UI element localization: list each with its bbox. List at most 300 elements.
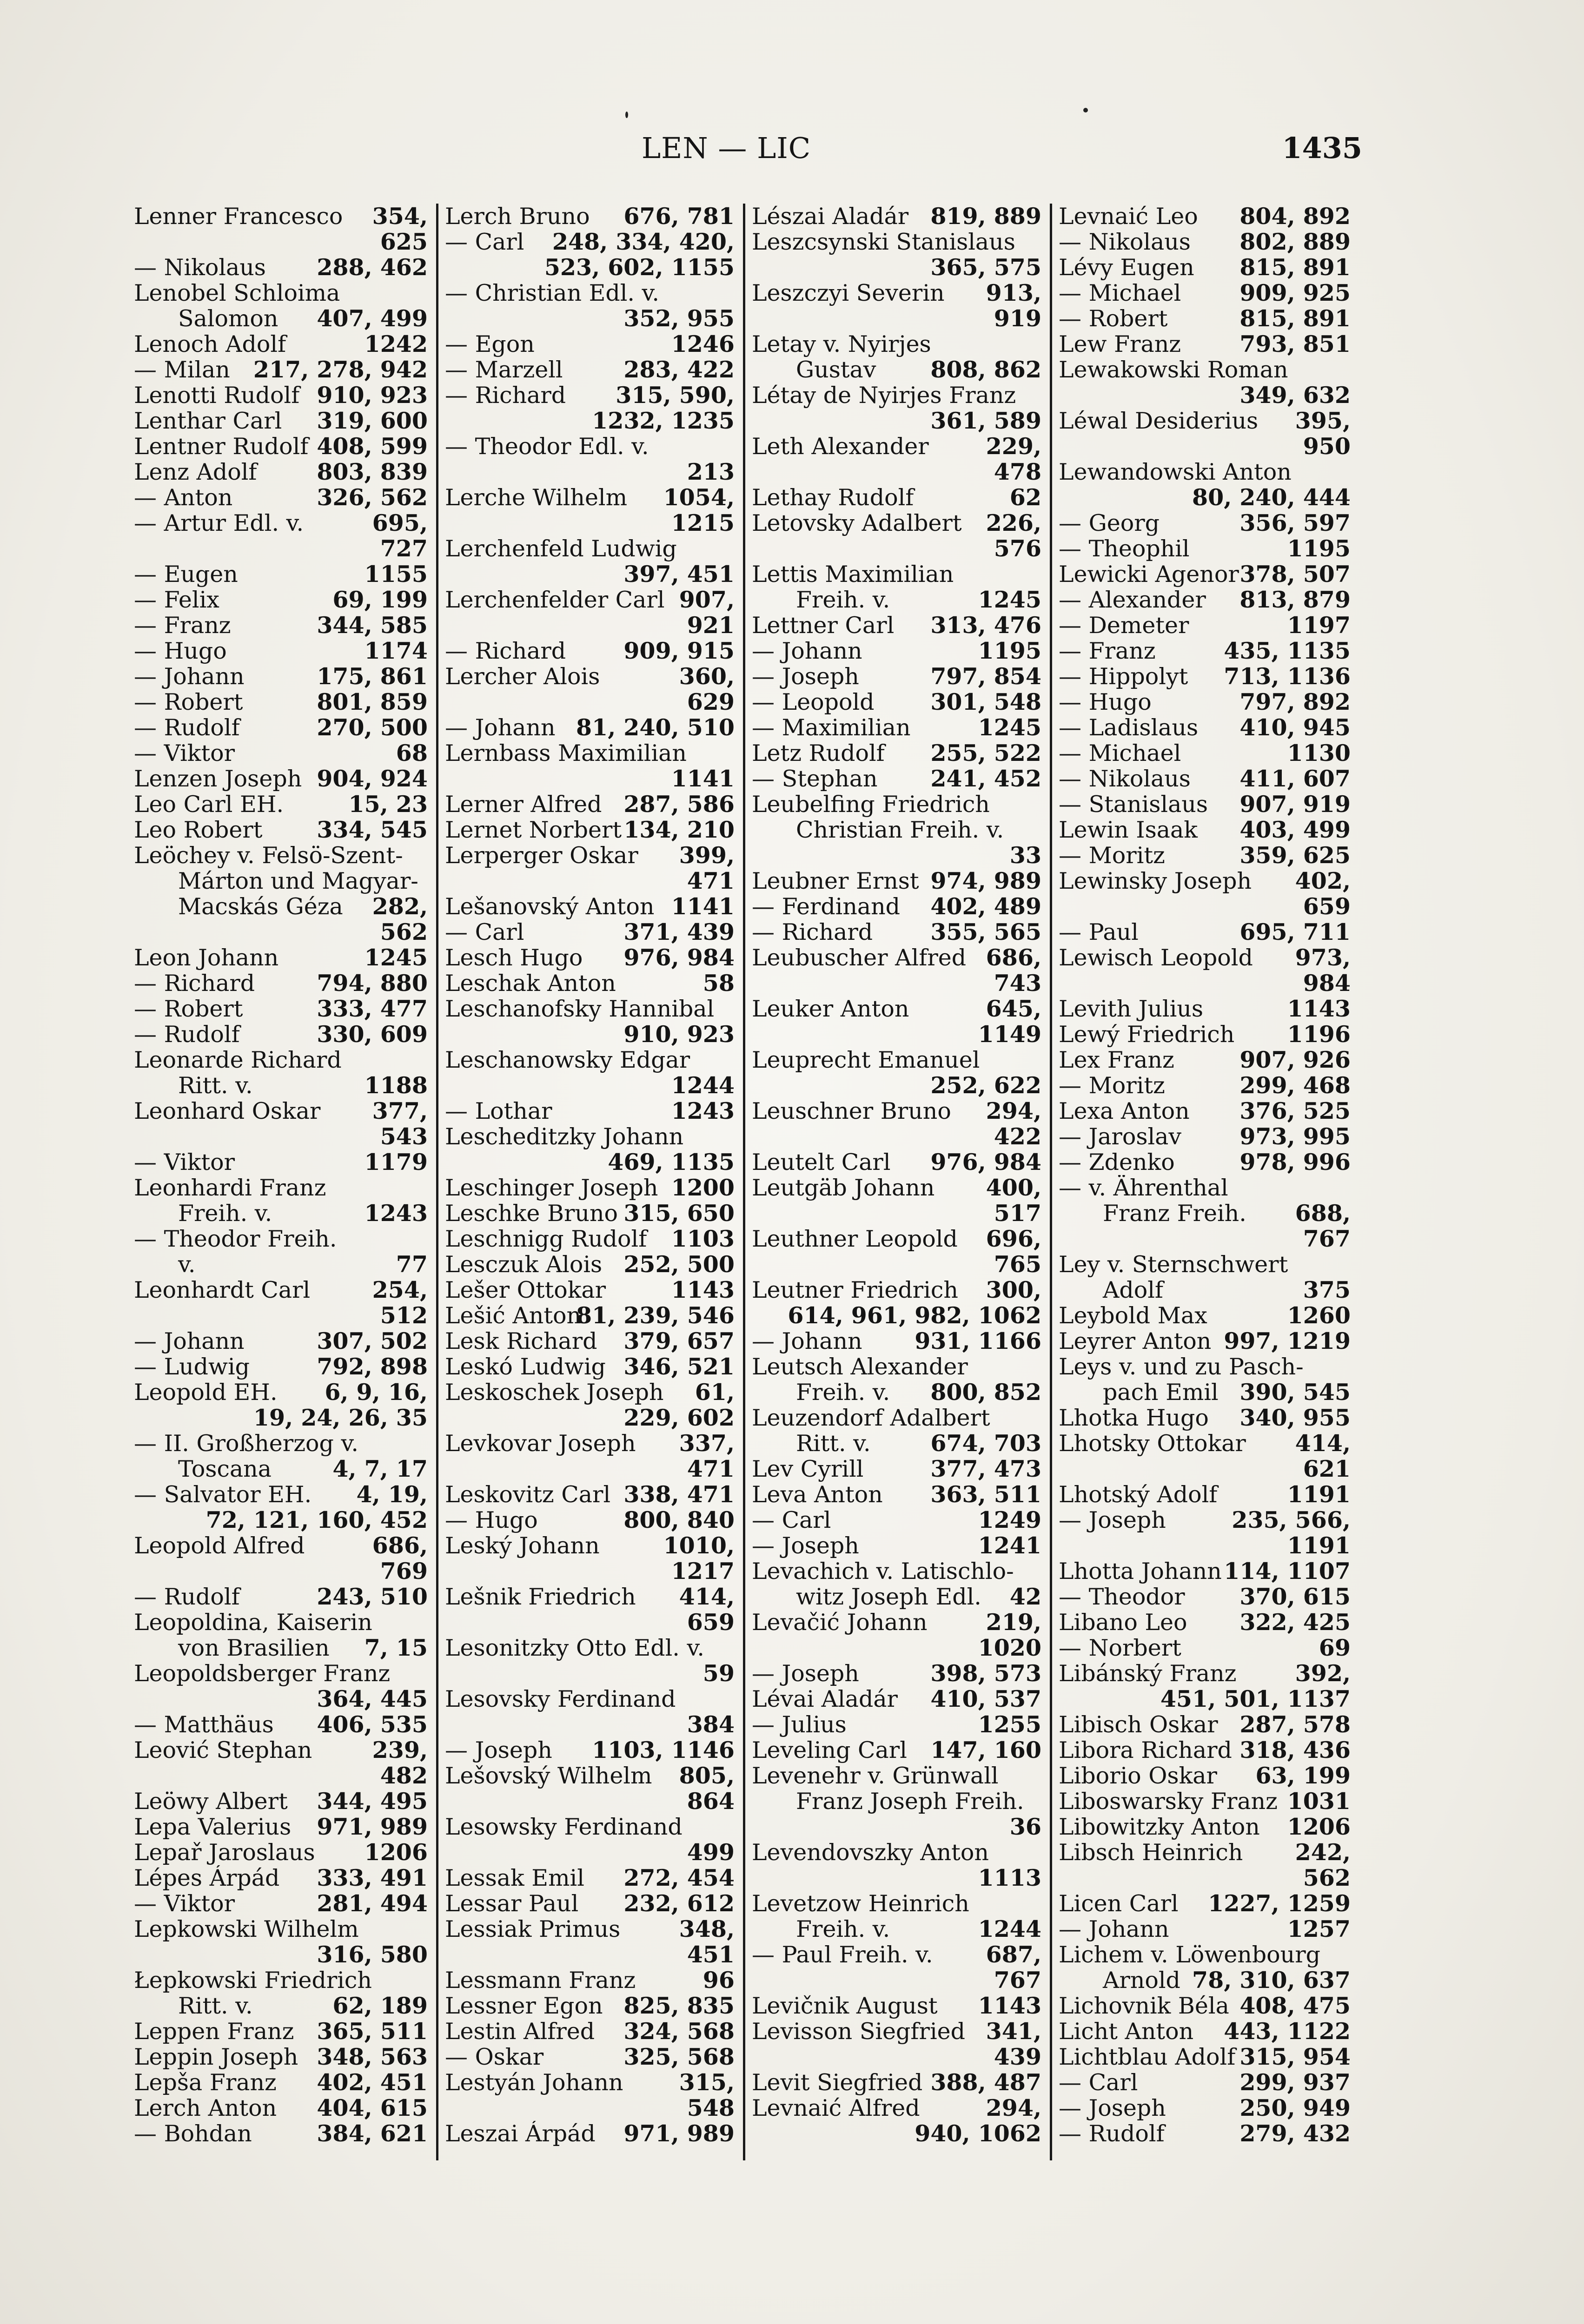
entry-name: Lesk Richard bbox=[445, 1328, 597, 1354]
index-entry bbox=[445, 945, 735, 971]
entry-name: Lepa Valerius bbox=[134, 1814, 292, 1840]
index-entry bbox=[445, 1431, 735, 1456]
entry-name: — Carl bbox=[445, 919, 524, 945]
index-entry bbox=[134, 689, 428, 715]
entry-pages: 765 bbox=[994, 1252, 1041, 1277]
entry-name: Ley v. Sternschwert bbox=[1059, 1252, 1288, 1277]
entry-pages: 621 bbox=[1303, 1456, 1351, 1482]
entry-pages: 114, 1107 bbox=[1224, 1558, 1351, 1584]
entry-name: Leskoschek Joseph bbox=[445, 1380, 664, 1405]
entry-pages: 299, 937 bbox=[1239, 2070, 1351, 2095]
entry-pages: 1196 bbox=[1287, 1022, 1351, 1047]
entry-name: Libowitzky Anton bbox=[1059, 1814, 1260, 1840]
index-entry bbox=[134, 1584, 428, 1610]
entry-pages: 548 bbox=[687, 2095, 735, 2121]
index-entry bbox=[445, 434, 735, 459]
entry-pages: 410, 537 bbox=[930, 1686, 1041, 1712]
index-entry bbox=[1059, 945, 1351, 971]
entry-name: Lépes Árpád bbox=[134, 1865, 280, 1891]
entry-name: Lerchenfelder Carl bbox=[445, 587, 665, 613]
index-entry bbox=[1059, 766, 1351, 792]
index-entry bbox=[134, 945, 428, 971]
index-entry bbox=[752, 2095, 1041, 2121]
index-entry bbox=[134, 971, 428, 996]
entry-pages: 411, 607 bbox=[1239, 766, 1351, 792]
index-entry bbox=[134, 1942, 428, 1967]
entry-name: — Jaroslav bbox=[1059, 1124, 1182, 1149]
entry-name: — Carl bbox=[1059, 2070, 1138, 2095]
entry-pages: 727 bbox=[380, 536, 428, 561]
entry-name: — Maximilian bbox=[752, 715, 911, 740]
entry-pages: 676, 781 bbox=[623, 204, 735, 229]
entry-name: Leutsch Alexander bbox=[752, 1354, 968, 1380]
index-entry bbox=[134, 1993, 428, 2019]
entry-name: Leys v. und zu Pasch- bbox=[1059, 1354, 1304, 1380]
index-entry bbox=[134, 1201, 428, 1226]
entry-pages: 62, 189 bbox=[332, 1993, 428, 2019]
entry-name: — Carl bbox=[445, 229, 524, 255]
entry-name: Lethay Rudolf bbox=[752, 485, 914, 510]
index-entry bbox=[1059, 204, 1351, 229]
entry-name: Lewisch Leopold bbox=[1059, 945, 1253, 971]
entry-pages: 1215 bbox=[671, 510, 735, 536]
entry-name: — Artur Edl. v. bbox=[134, 510, 304, 536]
index-entry bbox=[134, 1252, 428, 1277]
index-entry bbox=[134, 2095, 428, 2121]
entry-name: — Matthäus bbox=[134, 1712, 274, 1737]
index-entry bbox=[445, 485, 735, 510]
entry-pages: 803, 839 bbox=[317, 459, 428, 485]
entry-name: Lesovsky Ferdinand bbox=[445, 1686, 676, 1712]
entry-pages: 96 bbox=[703, 1967, 735, 1993]
index-column-4 bbox=[1052, 204, 1359, 2160]
index-entry bbox=[445, 331, 735, 357]
entry-pages: 408, 475 bbox=[1239, 1993, 1351, 2019]
index-entry bbox=[445, 1661, 735, 1686]
entry-pages: 1031 bbox=[1287, 1789, 1351, 1814]
entry-pages: 1103 bbox=[671, 1226, 735, 1252]
index-entry bbox=[752, 280, 1041, 306]
entry-name: Adolf bbox=[1103, 1277, 1164, 1303]
entry-name: — Viktor bbox=[134, 1891, 235, 1916]
entry-pages: 1130 bbox=[1287, 740, 1351, 766]
entry-name: Levačić Johann bbox=[752, 1610, 928, 1635]
index-entry bbox=[752, 1405, 1041, 1431]
index-entry bbox=[134, 919, 428, 945]
entry-name: Lewicki Agenor bbox=[1059, 561, 1239, 587]
index-entry bbox=[752, 408, 1041, 434]
index-entry bbox=[134, 868, 428, 894]
entry-pages: 659 bbox=[1303, 894, 1351, 919]
index-entry bbox=[1059, 1610, 1351, 1635]
index-entry bbox=[752, 485, 1041, 510]
index-entry bbox=[134, 843, 428, 868]
entry-pages: 797, 892 bbox=[1239, 689, 1351, 715]
index-entry bbox=[1059, 1201, 1351, 1226]
entry-name: — Bohdan bbox=[134, 2121, 252, 2146]
entry-name: — Ladislaus bbox=[1059, 715, 1199, 740]
index-entry bbox=[1059, 255, 1351, 280]
index-entry bbox=[134, 1558, 428, 1584]
entry-pages: 318, 436 bbox=[1239, 1737, 1351, 1763]
entry-name: — Ludwig bbox=[134, 1354, 250, 1380]
entry-name: — v. Ährenthal bbox=[1059, 1175, 1228, 1201]
entry-name: — Hugo bbox=[1059, 689, 1152, 715]
index-entry bbox=[1059, 357, 1351, 383]
index-entry bbox=[134, 817, 428, 843]
entry-pages: 62 bbox=[1009, 485, 1041, 510]
entry-pages: 399, bbox=[679, 843, 735, 868]
index-entry bbox=[445, 229, 735, 255]
entry-name: — Viktor bbox=[134, 740, 235, 766]
entry-name: Lex Franz bbox=[1059, 1047, 1174, 1073]
entry-name: Lercher Alois bbox=[445, 664, 600, 689]
entry-pages: 743 bbox=[994, 971, 1041, 996]
entry-name: — Carl bbox=[752, 1507, 831, 1533]
entry-name: — Johann bbox=[445, 715, 556, 740]
index-entry bbox=[445, 1405, 735, 1431]
index-entry bbox=[1059, 434, 1351, 459]
entry-name: von Brasilien bbox=[178, 1635, 330, 1661]
entry-name: Lescheditzky Johann bbox=[445, 1124, 684, 1149]
entry-pages: 229, bbox=[986, 434, 1041, 459]
entry-pages: 340, 955 bbox=[1239, 1405, 1351, 1431]
entry-name: — Franz bbox=[134, 613, 231, 638]
entry-pages: 695, bbox=[372, 510, 428, 536]
index-entry bbox=[134, 996, 428, 1022]
entry-pages: 713, 1136 bbox=[1224, 664, 1351, 689]
index-entry bbox=[134, 740, 428, 766]
index-entry bbox=[1059, 1584, 1351, 1610]
entry-pages: 384, 621 bbox=[317, 2121, 428, 2146]
entry-pages: 687, bbox=[986, 1942, 1041, 1967]
entry-name: Lessar Paul bbox=[445, 1891, 579, 1916]
index-entry bbox=[1059, 1431, 1351, 1456]
index-entry bbox=[1059, 510, 1351, 536]
entry-name: Lew Franz bbox=[1059, 331, 1181, 357]
index-entry bbox=[752, 2044, 1041, 2070]
entry-pages: 395, bbox=[1295, 408, 1351, 434]
entry-pages: 997, 1219 bbox=[1224, 1328, 1351, 1354]
entry-pages: 33 bbox=[1009, 843, 1041, 868]
index-entry bbox=[752, 1380, 1041, 1405]
entry-name: Leopoldina, Kaiserin bbox=[134, 1610, 372, 1635]
entry-pages: 229, 602 bbox=[623, 1405, 735, 1431]
entry-pages: 248, 334, 420, bbox=[552, 229, 735, 255]
index-entry bbox=[445, 740, 735, 766]
entry-name: Létay de Nyirjes Franz bbox=[752, 383, 1016, 408]
entry-name: Levisson Siegfried bbox=[752, 2019, 966, 2044]
running-head: LEN — LIC bbox=[642, 131, 811, 165]
entry-name: Leszcsynski Stanislaus bbox=[752, 229, 1015, 255]
entry-pages: 910, 923 bbox=[623, 1022, 735, 1047]
entry-name: — Johann bbox=[134, 664, 245, 689]
entry-pages: 392, bbox=[1295, 1661, 1351, 1686]
index-entry bbox=[752, 1201, 1041, 1226]
entry-pages: 1195 bbox=[978, 638, 1041, 664]
entry-pages: 324, 568 bbox=[623, 2019, 735, 2044]
entry-name: — Richard bbox=[752, 919, 873, 945]
entry-name: Levnaić Leo bbox=[1059, 204, 1198, 229]
entry-pages: 1255 bbox=[978, 1712, 1041, 1737]
entry-pages: 294, bbox=[986, 2095, 1041, 2121]
index-entry bbox=[752, 1763, 1041, 1789]
entry-name: — Nikolaus bbox=[1059, 766, 1191, 792]
entry-pages: 390, 545 bbox=[1239, 1380, 1351, 1405]
entry-name: — Milan bbox=[134, 357, 230, 383]
index-entry bbox=[1059, 1124, 1351, 1149]
entry-pages: 377, bbox=[372, 1098, 428, 1124]
index-entry bbox=[445, 510, 735, 536]
index-entry bbox=[134, 1507, 428, 1533]
entry-name: — Hugo bbox=[134, 638, 227, 664]
entry-name: Leybold Max bbox=[1059, 1303, 1207, 1328]
entry-pages: 407, 499 bbox=[317, 306, 428, 331]
index-entry bbox=[752, 1098, 1041, 1124]
index-entry bbox=[134, 1610, 428, 1635]
index-entry bbox=[445, 1993, 735, 2019]
entry-name: Leo Carl EH. bbox=[134, 792, 284, 817]
index-entry bbox=[752, 1482, 1041, 1507]
entry-pages: 1054, bbox=[663, 485, 735, 510]
entry-pages: 294, bbox=[986, 1098, 1041, 1124]
entry-pages: 767 bbox=[1303, 1226, 1351, 1252]
entry-pages: 576 bbox=[994, 536, 1041, 561]
index-entry bbox=[134, 383, 428, 408]
index-entry bbox=[445, 561, 735, 587]
index-entry bbox=[752, 1303, 1041, 1328]
entry-pages: 1227, 1259 bbox=[1208, 1891, 1351, 1916]
entry-name: Leschanowsky Edgar bbox=[445, 1047, 690, 1073]
entry-pages: 397, 451 bbox=[623, 561, 735, 587]
index-entry bbox=[445, 1482, 735, 1507]
entry-name: Lhotta Johann bbox=[1059, 1558, 1222, 1584]
index-entry bbox=[445, 868, 735, 894]
entry-pages: 344, 495 bbox=[317, 1789, 428, 1814]
index-entry bbox=[134, 1789, 428, 1814]
index-entry bbox=[752, 1354, 1041, 1380]
index-entry bbox=[134, 1737, 428, 1763]
entry-name: — Paul Freih. v. bbox=[752, 1942, 933, 1967]
index-entry bbox=[752, 1226, 1041, 1252]
index-entry bbox=[134, 1431, 428, 1456]
entry-name: Lerch Anton bbox=[134, 2095, 277, 2121]
index-entry bbox=[752, 536, 1041, 561]
index-entry bbox=[445, 1610, 735, 1635]
entry-name: Leschanofsky Hannibal bbox=[445, 996, 715, 1022]
entry-pages: 907, 919 bbox=[1239, 792, 1351, 817]
index-entry bbox=[445, 894, 735, 919]
entry-name: Léwal Desiderius bbox=[1059, 408, 1259, 434]
index-entry bbox=[445, 715, 735, 740]
entry-pages: 1197 bbox=[1287, 613, 1351, 638]
entry-name: — Joseph bbox=[1059, 2095, 1166, 2121]
index-entry bbox=[1059, 1891, 1351, 1916]
entry-name: — Johann bbox=[752, 638, 862, 664]
entry-name: — Stanislaus bbox=[1059, 792, 1208, 817]
index-entry bbox=[134, 408, 428, 434]
entry-pages: 767 bbox=[994, 1967, 1041, 1993]
entry-name: Lerperger Oskar bbox=[445, 843, 638, 868]
entry-name: Lešanovský Anton bbox=[445, 894, 655, 919]
entry-pages: 909, 925 bbox=[1239, 280, 1351, 306]
entry-name: — Hippolyt bbox=[1059, 664, 1188, 689]
entry-name: — Richard bbox=[134, 971, 255, 996]
index-entry bbox=[752, 1865, 1041, 1891]
entry-name: Salomon bbox=[178, 306, 278, 331]
entry-pages: 315, bbox=[679, 2070, 735, 2095]
entry-pages: 410, 945 bbox=[1239, 715, 1351, 740]
index-entry bbox=[1059, 383, 1351, 408]
index-entry bbox=[752, 792, 1041, 817]
entry-pages: 402, 451 bbox=[317, 2070, 428, 2095]
entry-pages: 686, bbox=[372, 1533, 428, 1558]
index-entry bbox=[134, 255, 428, 280]
entry-name: Leuprecht Emanuel bbox=[752, 1047, 980, 1073]
entry-pages: 219, bbox=[986, 1610, 1041, 1635]
index-entry bbox=[752, 919, 1041, 945]
entry-name: Lešovský Wilhelm bbox=[445, 1763, 652, 1789]
index-entry bbox=[445, 1303, 735, 1328]
index-entry bbox=[752, 766, 1041, 792]
entry-name: Lev Cyrill bbox=[752, 1456, 864, 1482]
entry-pages: 414, bbox=[679, 1584, 735, 1610]
entry-pages: 4, 19, bbox=[356, 1482, 428, 1507]
entry-name: Márton und Magyar- bbox=[178, 868, 418, 894]
index-entry bbox=[1059, 1149, 1351, 1175]
index-entry bbox=[1059, 1456, 1351, 1482]
entry-pages: 435, 1135 bbox=[1224, 638, 1351, 664]
entry-name: Ritt. v. bbox=[796, 1431, 871, 1456]
entry-pages: 19, 24, 26, 35 bbox=[253, 1405, 428, 1431]
entry-name: — Christian Edl. v. bbox=[445, 280, 659, 306]
index-entry bbox=[1059, 331, 1351, 357]
entry-name: Licen Carl bbox=[1059, 1891, 1179, 1916]
index-entry bbox=[445, 766, 735, 792]
entry-name: Lentner Rudolf bbox=[134, 434, 309, 459]
entry-name: Leo Robert bbox=[134, 817, 263, 843]
entry-pages: 348, bbox=[679, 1916, 735, 1942]
entry-name: Lhotka Hugo bbox=[1059, 1405, 1209, 1431]
entry-pages: 4, 7, 17 bbox=[332, 1456, 428, 1482]
index-entry bbox=[752, 2070, 1041, 2095]
entry-pages: 255, 522 bbox=[930, 740, 1041, 766]
entry-name: pach Emil bbox=[1103, 1380, 1219, 1405]
entry-name: Levkovar Joseph bbox=[445, 1431, 636, 1456]
index-entry bbox=[1059, 2121, 1351, 2146]
index-entry bbox=[1059, 1354, 1351, 1380]
index-entry bbox=[445, 1916, 735, 1942]
entry-pages: 338, 471 bbox=[623, 1482, 735, 1507]
entry-pages: 1020 bbox=[978, 1635, 1041, 1661]
index-entry bbox=[445, 383, 735, 408]
entry-name: — Richard bbox=[445, 638, 566, 664]
entry-name: — Johann bbox=[1059, 1916, 1169, 1942]
index-entry bbox=[445, 1507, 735, 1533]
entry-pages: 1195 bbox=[1287, 536, 1351, 561]
entry-name: — Richard bbox=[445, 383, 566, 408]
index-entry bbox=[1059, 1814, 1351, 1840]
entry-name: — Oskar bbox=[445, 2044, 544, 2070]
entry-pages: 825, 835 bbox=[623, 1993, 735, 2019]
entry-pages: 408, 599 bbox=[317, 434, 428, 459]
index-entry bbox=[445, 638, 735, 664]
index-entry bbox=[134, 766, 428, 792]
entry-name: Leyrer Anton bbox=[1059, 1328, 1212, 1354]
entry-name: Lhotský Adolf bbox=[1059, 1482, 1218, 1507]
entry-name: Christian Freih. v. bbox=[796, 817, 1004, 843]
entry-name: Franz Freih. bbox=[1103, 1201, 1246, 1226]
entry-name: Lesczuk Alois bbox=[445, 1252, 603, 1277]
entry-pages: 909, 915 bbox=[623, 638, 735, 664]
entry-pages: 235, 566, bbox=[1232, 1507, 1351, 1533]
entry-pages: 904, 924 bbox=[317, 766, 428, 792]
entry-name: — Robert bbox=[1059, 306, 1168, 331]
index-entry bbox=[134, 1149, 428, 1175]
index-entry bbox=[445, 2070, 735, 2095]
entry-name: — Joseph bbox=[752, 1533, 859, 1558]
entry-name: — Theodor Edl. v. bbox=[445, 434, 649, 459]
entry-name: Leonhardt Carl bbox=[134, 1277, 311, 1303]
entry-name: Macskás Géza bbox=[178, 894, 343, 919]
index-entry bbox=[752, 638, 1041, 664]
entry-pages: 686, bbox=[986, 945, 1041, 971]
entry-pages: 134, 210 bbox=[623, 817, 735, 843]
entry-name: — Michael bbox=[1059, 740, 1181, 766]
index-entry bbox=[445, 1814, 735, 1840]
index-entry bbox=[134, 1175, 428, 1201]
entry-name: — Theodor Freih. bbox=[134, 1226, 337, 1252]
entry-name: Freih. v. bbox=[178, 1201, 272, 1226]
entry-name: Łepkowski Friedrich bbox=[134, 1967, 372, 1993]
entry-pages: 674, 703 bbox=[930, 1431, 1041, 1456]
index-entry bbox=[1059, 459, 1351, 485]
entry-name: Leppen Franz bbox=[134, 2019, 294, 2044]
entry-pages: 1242 bbox=[364, 331, 428, 357]
entry-name: Leuschner Bruno bbox=[752, 1098, 951, 1124]
index-entry bbox=[752, 1252, 1041, 1277]
entry-name: — Salvator EH. bbox=[134, 1482, 312, 1507]
index-entry bbox=[445, 204, 735, 229]
entry-pages: 375 bbox=[1303, 1277, 1351, 1303]
entry-pages: 36 bbox=[1009, 1814, 1041, 1840]
entry-name: Leonhardi Franz bbox=[134, 1175, 326, 1201]
entry-name: Lerch Bruno bbox=[445, 204, 590, 229]
entry-name: — Paul bbox=[1059, 919, 1139, 945]
entry-name: v. bbox=[178, 1252, 196, 1277]
index-entry bbox=[134, 1763, 428, 1789]
index-entry bbox=[1059, 1098, 1351, 1124]
entry-pages: 910, 923 bbox=[317, 383, 428, 408]
entry-name: Lévy Eugen bbox=[1059, 255, 1194, 280]
entry-pages: 287, 586 bbox=[623, 792, 735, 817]
index-entry bbox=[445, 1073, 735, 1098]
index-entry bbox=[1059, 306, 1351, 331]
index-entry bbox=[1059, 1789, 1351, 1814]
index-entry bbox=[134, 2121, 428, 2146]
entry-name: — Julius bbox=[752, 1712, 847, 1737]
entry-name: Levetzow Heinrich bbox=[752, 1891, 969, 1916]
entry-name: Lexa Anton bbox=[1059, 1098, 1190, 1124]
index-entry bbox=[1059, 638, 1351, 664]
entry-pages: 984 bbox=[1303, 971, 1351, 996]
entry-pages: 326, 562 bbox=[317, 485, 428, 510]
entry-name: Franz Joseph Freih. bbox=[796, 1789, 1024, 1814]
entry-name: Toscana bbox=[178, 1456, 272, 1482]
entry-pages: 800, 840 bbox=[623, 1507, 735, 1533]
entry-name: Lenoch Adolf bbox=[134, 331, 286, 357]
entry-pages: 1149 bbox=[978, 1022, 1041, 1047]
